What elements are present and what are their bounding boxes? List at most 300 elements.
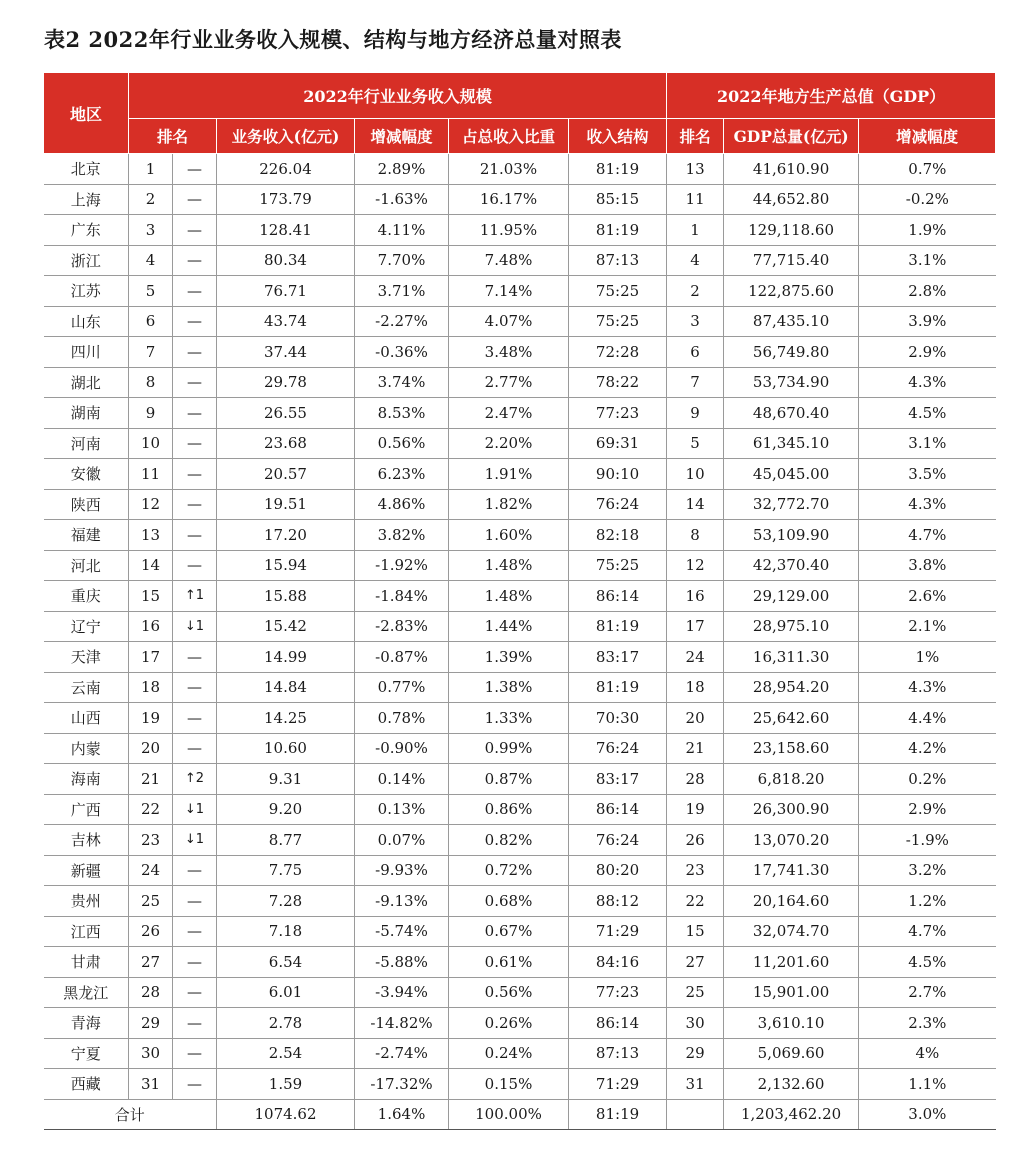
cell-region: 陕西 [44,489,129,520]
cell-growth: -0.87% [355,642,449,673]
header-rank: 排名 [129,119,217,154]
cell-revenue: 2.78 [217,1008,355,1039]
cell-gdp-total: 20,164.60 [724,886,859,917]
cell-rank-change: — [173,245,217,276]
cell-rank-change: — [173,489,217,520]
cell-gdp-growth: 4.4% [859,703,996,734]
cell-gdp-total: 129,118.60 [724,215,859,246]
cell-region: 北京 [44,154,129,185]
cell-gdp-total: 3,610.10 [724,1008,859,1039]
cell-gdp-total: 87,435.10 [724,306,859,337]
cell-gdp-growth: 3.8% [859,550,996,581]
cell-share: 0.86% [449,794,569,825]
cell-growth: 4.86% [355,489,449,520]
cell-share: 1.33% [449,703,569,734]
cell-growth: 3.82% [355,520,449,551]
cell-rank: 1 [129,154,173,185]
cell-rank: 11 [129,459,173,490]
header-revenue: 业务收入(亿元) [217,119,355,154]
cell-share: 0.87% [449,764,569,795]
cell-gdp-rank: 18 [667,672,724,703]
total-label: 合计 [44,1099,217,1130]
cell-gdp-growth: 4.2% [859,733,996,764]
cell-revenue: 7.28 [217,886,355,917]
cell-rank: 7 [129,337,173,368]
cell-rank-change: — [173,733,217,764]
cell-revenue: 29.78 [217,367,355,398]
cell-gdp-rank: 30 [667,1008,724,1039]
cell-gdp-rank: 27 [667,947,724,978]
cell-region: 辽宁 [44,611,129,642]
cell-gdp-total: 11,201.60 [724,947,859,978]
cell-structure: 71:29 [569,1069,667,1100]
table-row [44,611,996,642]
cell-revenue: 15.42 [217,611,355,642]
cell-share: 1.91% [449,459,569,490]
cell-gdp-total: 122,875.60 [724,276,859,307]
cell-gdp-total: 45,045.00 [724,459,859,490]
cell-gdp-growth: 2.9% [859,337,996,368]
cell-structure: 78:22 [569,367,667,398]
cell-rank: 2 [129,184,173,215]
table-row [44,703,996,734]
cell-growth: -5.74% [355,916,449,947]
cell-gdp-total: 44,652.80 [724,184,859,215]
cell-gdp-rank: 28 [667,764,724,795]
cell-structure: 83:17 [569,764,667,795]
cell-gdp-growth: 4.7% [859,520,996,551]
cell-structure: 81:19 [569,154,667,185]
cell-gdp-growth: 4.3% [859,489,996,520]
cell-gdp-rank: 3 [667,306,724,337]
cell-rank-change: — [173,1069,217,1100]
cell-rank-change: — [173,703,217,734]
cell-revenue: 14.99 [217,642,355,673]
cell-region: 湖北 [44,367,129,398]
header-gdp-total: GDP总量(亿元) [724,119,859,154]
table-row [44,398,996,429]
cell-share: 0.67% [449,916,569,947]
cell-rank: 9 [129,398,173,429]
cell-gdp-rank: 20 [667,703,724,734]
cell-structure: 82:18 [569,520,667,551]
cell-rank: 8 [129,367,173,398]
cell-structure: 86:14 [569,581,667,612]
cell-growth: -5.88% [355,947,449,978]
cell-revenue: 43.74 [217,306,355,337]
cell-rank-change: — [173,672,217,703]
cell-growth: 7.70% [355,245,449,276]
table-row [44,764,996,795]
cell-rank: 30 [129,1038,173,1069]
cell-growth: 0.78% [355,703,449,734]
cell-region: 山西 [44,703,129,734]
cell-gdp-total: 25,642.60 [724,703,859,734]
cell-gdp-rank: 14 [667,489,724,520]
cell-gdp-total: 16,311.30 [724,642,859,673]
cell-gdp-total: 53,734.90 [724,367,859,398]
cell-revenue: 9.20 [217,794,355,825]
table-row [44,825,996,856]
cell-gdp-growth: -1.9% [859,825,996,856]
cell-gdp-growth: 3.5% [859,459,996,490]
table-row [44,642,996,673]
cell-gdp-rank: 12 [667,550,724,581]
cell-revenue: 7.18 [217,916,355,947]
cell-gdp-growth: 2.1% [859,611,996,642]
cell-growth: 0.07% [355,825,449,856]
cell-revenue: 1.59 [217,1069,355,1100]
cell-region: 黑龙江 [44,977,129,1008]
cell-gdp-total: 15,901.00 [724,977,859,1008]
cell-rank: 28 [129,977,173,1008]
cell-region: 江西 [44,916,129,947]
cell-gdp-growth: 4.7% [859,916,996,947]
cell-revenue: 8.77 [217,825,355,856]
cell-structure: 70:30 [569,703,667,734]
cell-gdp-growth: 3.1% [859,428,996,459]
cell-gdp-rank: 10 [667,459,724,490]
cell-structure: 72:28 [569,337,667,368]
cell-share: 1.44% [449,611,569,642]
cell-revenue: 20.57 [217,459,355,490]
total-gdp-rank [667,1099,724,1130]
cell-revenue: 19.51 [217,489,355,520]
cell-gdp-rank: 25 [667,977,724,1008]
cell-structure: 81:19 [569,611,667,642]
cell-rank-change: — [173,642,217,673]
cell-revenue: 37.44 [217,337,355,368]
cell-growth: 4.11% [355,215,449,246]
cell-revenue: 6.01 [217,977,355,1008]
cell-gdp-growth: 3.9% [859,306,996,337]
cell-region: 湖南 [44,398,129,429]
cell-rank: 25 [129,886,173,917]
cell-gdp-total: 32,074.70 [724,916,859,947]
cell-rank: 13 [129,520,173,551]
cell-revenue: 23.68 [217,428,355,459]
cell-gdp-growth: 4.5% [859,947,996,978]
cell-revenue: 2.54 [217,1038,355,1069]
cell-rank: 3 [129,215,173,246]
cell-gdp-rank: 17 [667,611,724,642]
cell-gdp-growth: 1.2% [859,886,996,917]
cell-gdp-growth: 2.7% [859,977,996,1008]
cell-gdp-rank: 26 [667,825,724,856]
cell-region: 海南 [44,764,129,795]
cell-rank: 16 [129,611,173,642]
cell-rank-change: ↑1 [173,581,217,612]
cell-region: 宁夏 [44,1038,129,1069]
cell-revenue: 7.75 [217,855,355,886]
cell-gdp-total: 41,610.90 [724,154,859,185]
cell-rank: 26 [129,916,173,947]
cell-share: 0.26% [449,1008,569,1039]
cell-region: 贵州 [44,886,129,917]
cell-region: 山东 [44,306,129,337]
table-row [44,428,996,459]
cell-structure: 87:13 [569,245,667,276]
cell-rank: 29 [129,1008,173,1039]
cell-rank: 14 [129,550,173,581]
cell-gdp-rank: 22 [667,886,724,917]
cell-gdp-total: 77,715.40 [724,245,859,276]
cell-gdp-rank: 2 [667,276,724,307]
cell-gdp-rank: 23 [667,855,724,886]
cell-growth: -1.63% [355,184,449,215]
table-row [44,520,996,551]
cell-gdp-rank: 9 [667,398,724,429]
table-row [44,215,996,246]
cell-share: 3.48% [449,337,569,368]
cell-growth: -1.84% [355,581,449,612]
table-row [44,489,996,520]
table-row [44,337,996,368]
cell-structure: 77:23 [569,398,667,429]
header-region: 地区 [44,73,129,154]
cell-rank-change: — [173,428,217,459]
cell-region: 广西 [44,794,129,825]
header-group-revenue: 2022年行业业务收入规模 [129,73,667,119]
cell-share: 7.48% [449,245,569,276]
cell-structure: 90:10 [569,459,667,490]
cell-structure: 76:24 [569,489,667,520]
cell-structure: 83:17 [569,642,667,673]
table-row [44,154,996,185]
cell-gdp-growth: 1.9% [859,215,996,246]
cell-structure: 80:20 [569,855,667,886]
cell-rank-change: ↑2 [173,764,217,795]
total-row [44,1099,996,1130]
cell-rank-change: — [173,977,217,1008]
cell-gdp-rank: 5 [667,428,724,459]
cell-gdp-total: 6,818.20 [724,764,859,795]
cell-growth: -14.82% [355,1008,449,1039]
cell-region: 广东 [44,215,129,246]
header-share: 占总收入比重 [449,119,569,154]
cell-growth: -9.13% [355,886,449,917]
table-row [44,916,996,947]
cell-structure: 75:25 [569,276,667,307]
cell-rank-change: — [173,337,217,368]
cell-rank: 24 [129,855,173,886]
total-structure: 81:19 [569,1099,667,1130]
cell-gdp-total: 26,300.90 [724,794,859,825]
total-growth: 1.64% [355,1099,449,1130]
cell-structure: 75:25 [569,306,667,337]
cell-rank-change: — [173,916,217,947]
cell-rank-change: — [173,367,217,398]
cell-rank: 19 [129,703,173,734]
cell-share: 1.48% [449,581,569,612]
cell-rank-change: — [173,306,217,337]
cell-structure: 71:29 [569,916,667,947]
cell-share: 0.61% [449,947,569,978]
cell-share: 4.07% [449,306,569,337]
cell-revenue: 14.84 [217,672,355,703]
cell-share: 7.14% [449,276,569,307]
cell-growth: -1.92% [355,550,449,581]
cell-rank: 23 [129,825,173,856]
table-row [44,459,996,490]
header-structure: 收入结构 [569,119,667,154]
total-gdp: 1,203,462.20 [724,1099,859,1130]
cell-region: 天津 [44,642,129,673]
cell-share: 1.48% [449,550,569,581]
cell-gdp-growth: 2.6% [859,581,996,612]
cell-region: 上海 [44,184,129,215]
table-row [44,306,996,337]
cell-gdp-growth: 3.2% [859,855,996,886]
cell-gdp-growth: 2.9% [859,794,996,825]
cell-region: 吉林 [44,825,129,856]
cell-revenue: 14.25 [217,703,355,734]
cell-growth: -3.94% [355,977,449,1008]
cell-gdp-total: 28,954.20 [724,672,859,703]
cell-growth: 0.13% [355,794,449,825]
cell-rank-change: — [173,886,217,917]
cell-rank-change: ↓1 [173,825,217,856]
revenue-gdp-table [43,72,996,1130]
cell-rank: 10 [129,428,173,459]
table-row [44,886,996,917]
cell-growth: 0.14% [355,764,449,795]
cell-revenue: 10.60 [217,733,355,764]
table-row [44,672,996,703]
cell-share: 0.72% [449,855,569,886]
cell-rank: 31 [129,1069,173,1100]
cell-rank: 17 [129,642,173,673]
cell-gdp-growth: 0.7% [859,154,996,185]
cell-gdp-total: 53,109.90 [724,520,859,551]
table-row [44,947,996,978]
cell-growth: -9.93% [355,855,449,886]
cell-rank: 5 [129,276,173,307]
table-row [44,184,996,215]
cell-structure: 88:12 [569,886,667,917]
cell-structure: 87:13 [569,1038,667,1069]
cell-rank: 20 [129,733,173,764]
cell-region: 江苏 [44,276,129,307]
cell-rank-change: — [173,215,217,246]
cell-growth: -2.83% [355,611,449,642]
cell-gdp-total: 2,132.60 [724,1069,859,1100]
cell-gdp-total: 32,772.70 [724,489,859,520]
cell-growth: 0.56% [355,428,449,459]
table-row [44,550,996,581]
header-group-gdp: 2022年地方生产总值（GDP） [667,73,996,119]
cell-rank: 12 [129,489,173,520]
cell-gdp-total: 13,070.20 [724,825,859,856]
cell-share: 2.47% [449,398,569,429]
cell-region: 浙江 [44,245,129,276]
cell-gdp-growth: 4.3% [859,672,996,703]
cell-rank: 6 [129,306,173,337]
table-row [44,245,996,276]
table-row [44,1069,996,1100]
cell-revenue: 226.04 [217,154,355,185]
cell-region: 青海 [44,1008,129,1039]
table-row [44,581,996,612]
cell-region: 安徽 [44,459,129,490]
cell-rank: 18 [129,672,173,703]
cell-revenue: 15.94 [217,550,355,581]
cell-gdp-total: 23,158.60 [724,733,859,764]
cell-region: 西藏 [44,1069,129,1100]
cell-rank-change: ↓1 [173,611,217,642]
cell-gdp-growth: 1% [859,642,996,673]
cell-gdp-rank: 21 [667,733,724,764]
cell-gdp-total: 56,749.80 [724,337,859,368]
table-row [44,1038,996,1069]
cell-structure: 81:19 [569,672,667,703]
cell-share: 0.99% [449,733,569,764]
cell-share: 1.82% [449,489,569,520]
cell-region: 河南 [44,428,129,459]
cell-growth: -2.74% [355,1038,449,1069]
cell-gdp-rank: 8 [667,520,724,551]
cell-rank-change: — [173,276,217,307]
cell-structure: 77:23 [569,977,667,1008]
cell-gdp-rank: 1 [667,215,724,246]
cell-gdp-total: 29,129.00 [724,581,859,612]
table-title: 表2 2022年行业业务收入规模、结构与地方经济总量对照表 [44,27,622,52]
cell-structure: 75:25 [569,550,667,581]
table-body [44,154,996,1100]
cell-gdp-total: 61,345.10 [724,428,859,459]
header-gdp-rank: 排名 [667,119,724,154]
cell-region: 甘肃 [44,947,129,978]
cell-growth: -0.90% [355,733,449,764]
cell-revenue: 80.34 [217,245,355,276]
cell-gdp-total: 42,370.40 [724,550,859,581]
cell-share: 1.60% [449,520,569,551]
cell-gdp-growth: -0.2% [859,184,996,215]
cell-region: 新疆 [44,855,129,886]
cell-growth: 3.74% [355,367,449,398]
table-row [44,276,996,307]
cell-gdp-growth: 4.3% [859,367,996,398]
cell-structure: 84:16 [569,947,667,978]
cell-growth: 8.53% [355,398,449,429]
cell-revenue: 9.31 [217,764,355,795]
cell-share: 2.20% [449,428,569,459]
cell-share: 2.77% [449,367,569,398]
cell-revenue: 6.54 [217,947,355,978]
cell-share: 21.03% [449,154,569,185]
cell-region: 河北 [44,550,129,581]
cell-gdp-growth: 2.3% [859,1008,996,1039]
cell-gdp-growth: 1.1% [859,1069,996,1100]
table-row [44,733,996,764]
cell-gdp-rank: 19 [667,794,724,825]
cell-share: 1.38% [449,672,569,703]
cell-rank-change: — [173,550,217,581]
cell-share: 16.17% [449,184,569,215]
cell-revenue: 15.88 [217,581,355,612]
cell-rank-change: — [173,1008,217,1039]
cell-gdp-growth: 4% [859,1038,996,1069]
cell-rank-change: — [173,184,217,215]
cell-gdp-total: 5,069.60 [724,1038,859,1069]
cell-structure: 81:19 [569,215,667,246]
cell-rank-change: — [173,520,217,551]
cell-gdp-rank: 31 [667,1069,724,1100]
cell-rank-change: — [173,947,217,978]
table-row [44,1008,996,1039]
cell-gdp-rank: 15 [667,916,724,947]
cell-growth: 0.77% [355,672,449,703]
